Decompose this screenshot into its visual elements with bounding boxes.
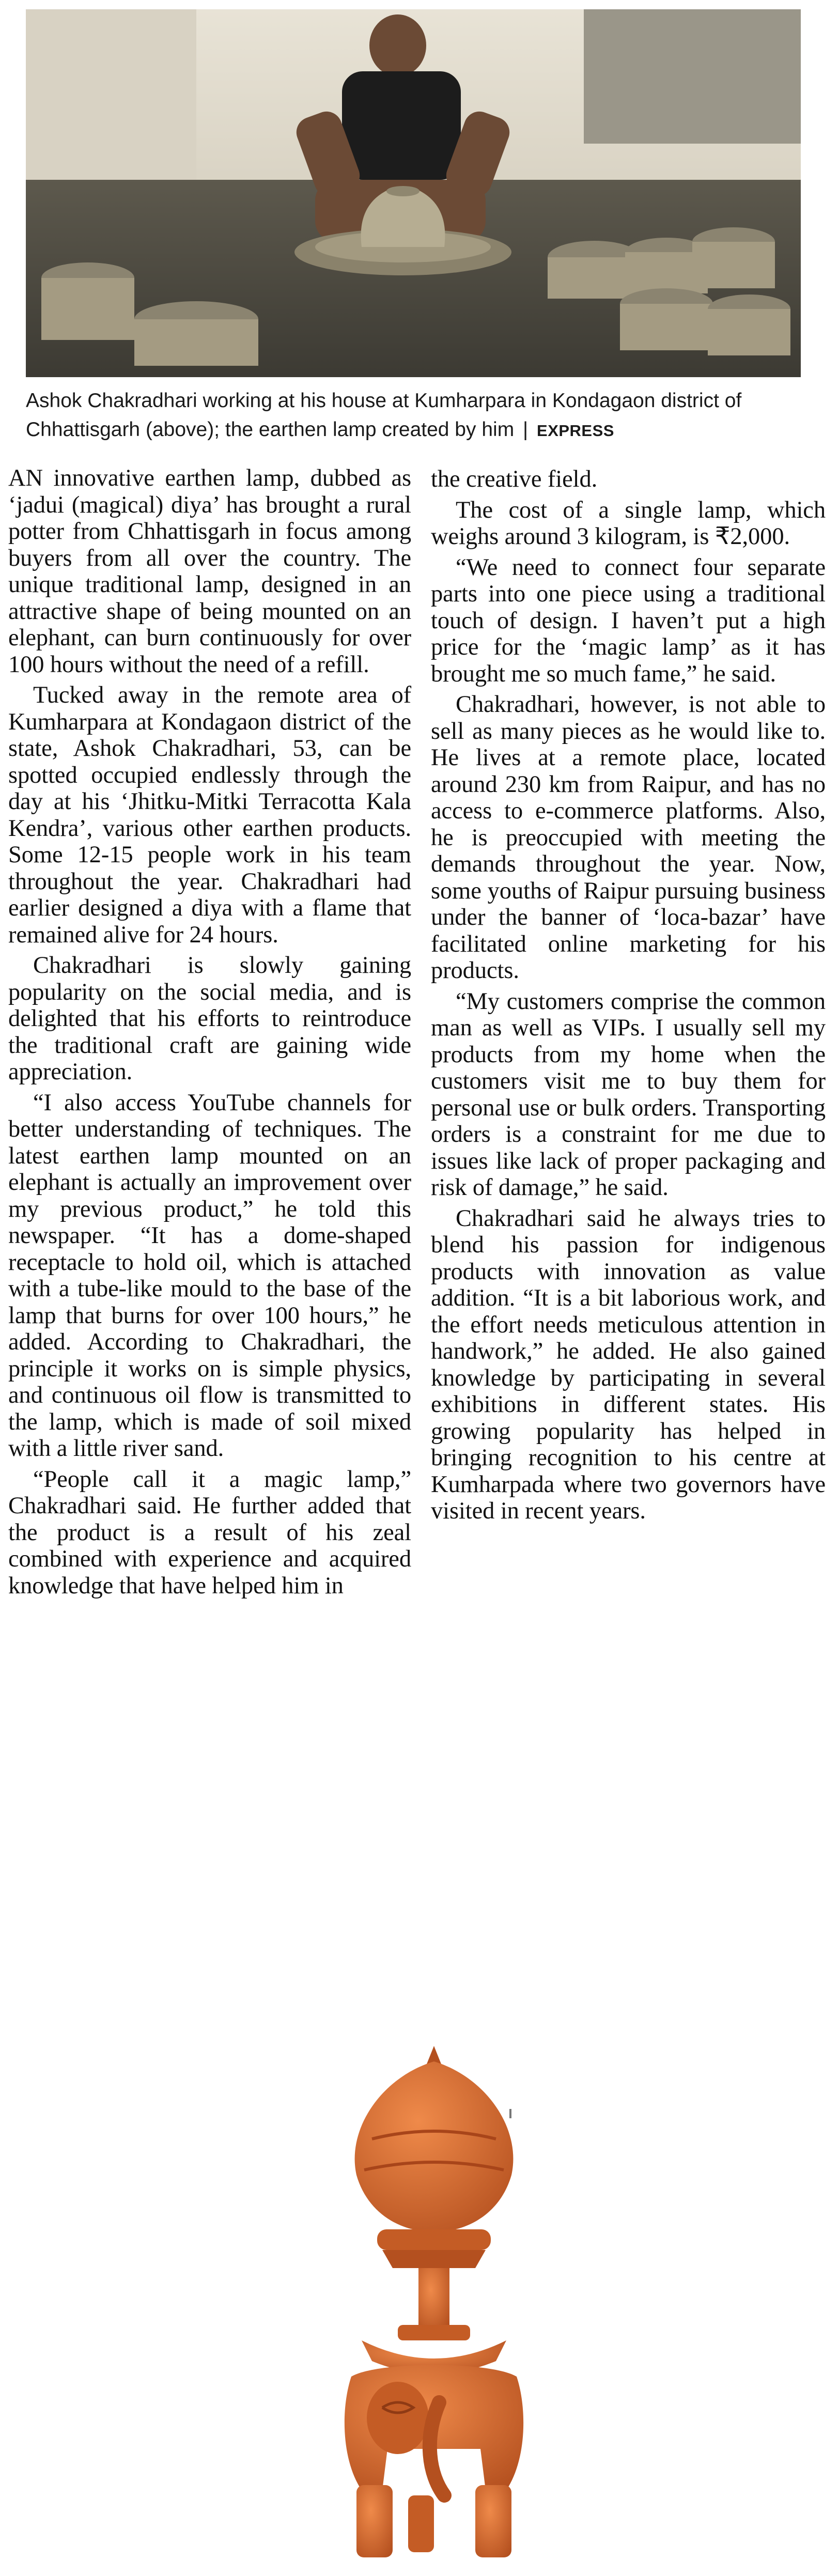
article-paragraph: “We need to connect four separate parts into one piece using a traditional touch of design. I haven’t put a high price for the ‘magic lamp’ as it has brought me so much fame,” he said. — [431, 554, 826, 687]
article-paragraph: Chakradhari said he always tries to blend his passion for indigenous products with innovation as value addition. “It is a bit laborious work, and the effort needs meticulous attention in handwork,” he added. He also gained knowledge by participating in several exhibitions in different states. His growing popularity has helped in bringing recognition to his centre at Kumharpada where two governors have visited in recent years. — [431, 1205, 826, 1524]
article-paragraph: Chakradhari is slowly gaining popularity on the social media, and is delighted that his efforts to reintroduce the traditional craft are gaining wide appreciation. — [8, 952, 411, 1085]
article-column-left — [8, 465, 411, 1603]
caption-credit: EXPRESS — [537, 422, 614, 440]
potter-at-wheel-photo-icon — [26, 9, 801, 377]
article-paragraph: the creative field. — [431, 466, 598, 492]
lamp-photo — [320, 2046, 548, 2563]
article-paragraph: “My customers comprise the common man as well as VIPs. I usually sell my products from my home when the customers visit me to buy them for personal use or bulk orders. Transporting orders is a constraint for me due to issues like lack of proper packaging and risk of damage,” he said. — [431, 988, 826, 1201]
article-paragraph: “I also access YouTube channels for better understanding of techniques. The latest earthen lamp mounted on an elephant is actually an improvement over my previous product,” he told this newspaper. “It has a dome-shaped receptacle to hold oil, which is attached with a tube-like mould to the base of the lamp that burns for over 100 hours,” he added. According to Chakradhari, the principle it works on is simple physics, and continuous oil flow is transmitted to the lamp, which is made of soil mixed with a little river sand. — [8, 1089, 411, 1462]
elephant-lamp-photo-icon — [320, 2046, 548, 2563]
caption-text: Ashok Chakradhari working at his house at Kumharpara in Kondagaon district of Chhattisgarh (above); the earthen lamp created by him — [26, 390, 742, 441]
article-paragraph: “People call it a magic lamp,” Chakradhari said. He further added that the product is a result of his zeal combined with experience and acquired knowledge that have helped him in — [8, 1466, 411, 1599]
article-column-right — [431, 466, 826, 1529]
article-paragraph: AN innovative earthen lamp, dubbed as ‘jadui (magical) diya’ has brought a rural potter from Chhattisgarh in focus among buyers from all over the country. The unique traditional lamp, designed in an attractive shape of being mounted on an elephant, can burn continuously for over 100 hours without the need of a refill. — [8, 465, 411, 678]
potter-photo — [26, 9, 801, 377]
photo-caption — [26, 386, 801, 445]
article-paragraph: The cost of a single lamp, which weighs around 3 kilogram, is ₹2,000. — [431, 496, 826, 550]
article-paragraph: Chakradhari, however, is not able to sell as many pieces as he would like to. He lives at a remote place, located around 230 km from Raipur, and has no access to e-commerce platforms. Also, he is preoccupied with meeting the demands throughout the year. Now, some youths of Raipur pursuing business under the banner of ‘loca-bazar’ have facilitated online marketing for his products. — [431, 691, 826, 984]
caption-separator: | — [523, 418, 529, 441]
article-paragraph: Tucked away in the remote area of Kumharpara at Kondagaon district of the state, Ashok Chakradhari, 53, can be spotted occupied endlessly through the day at his ‘Jhitku-Mitki Terracotta Kala Kendra’, various other earthen products. Some 12-15 people work in his team throughout the year. Chakradhari had earlier designed a diya with a flame that remained alive for 24 hours. — [8, 682, 411, 948]
